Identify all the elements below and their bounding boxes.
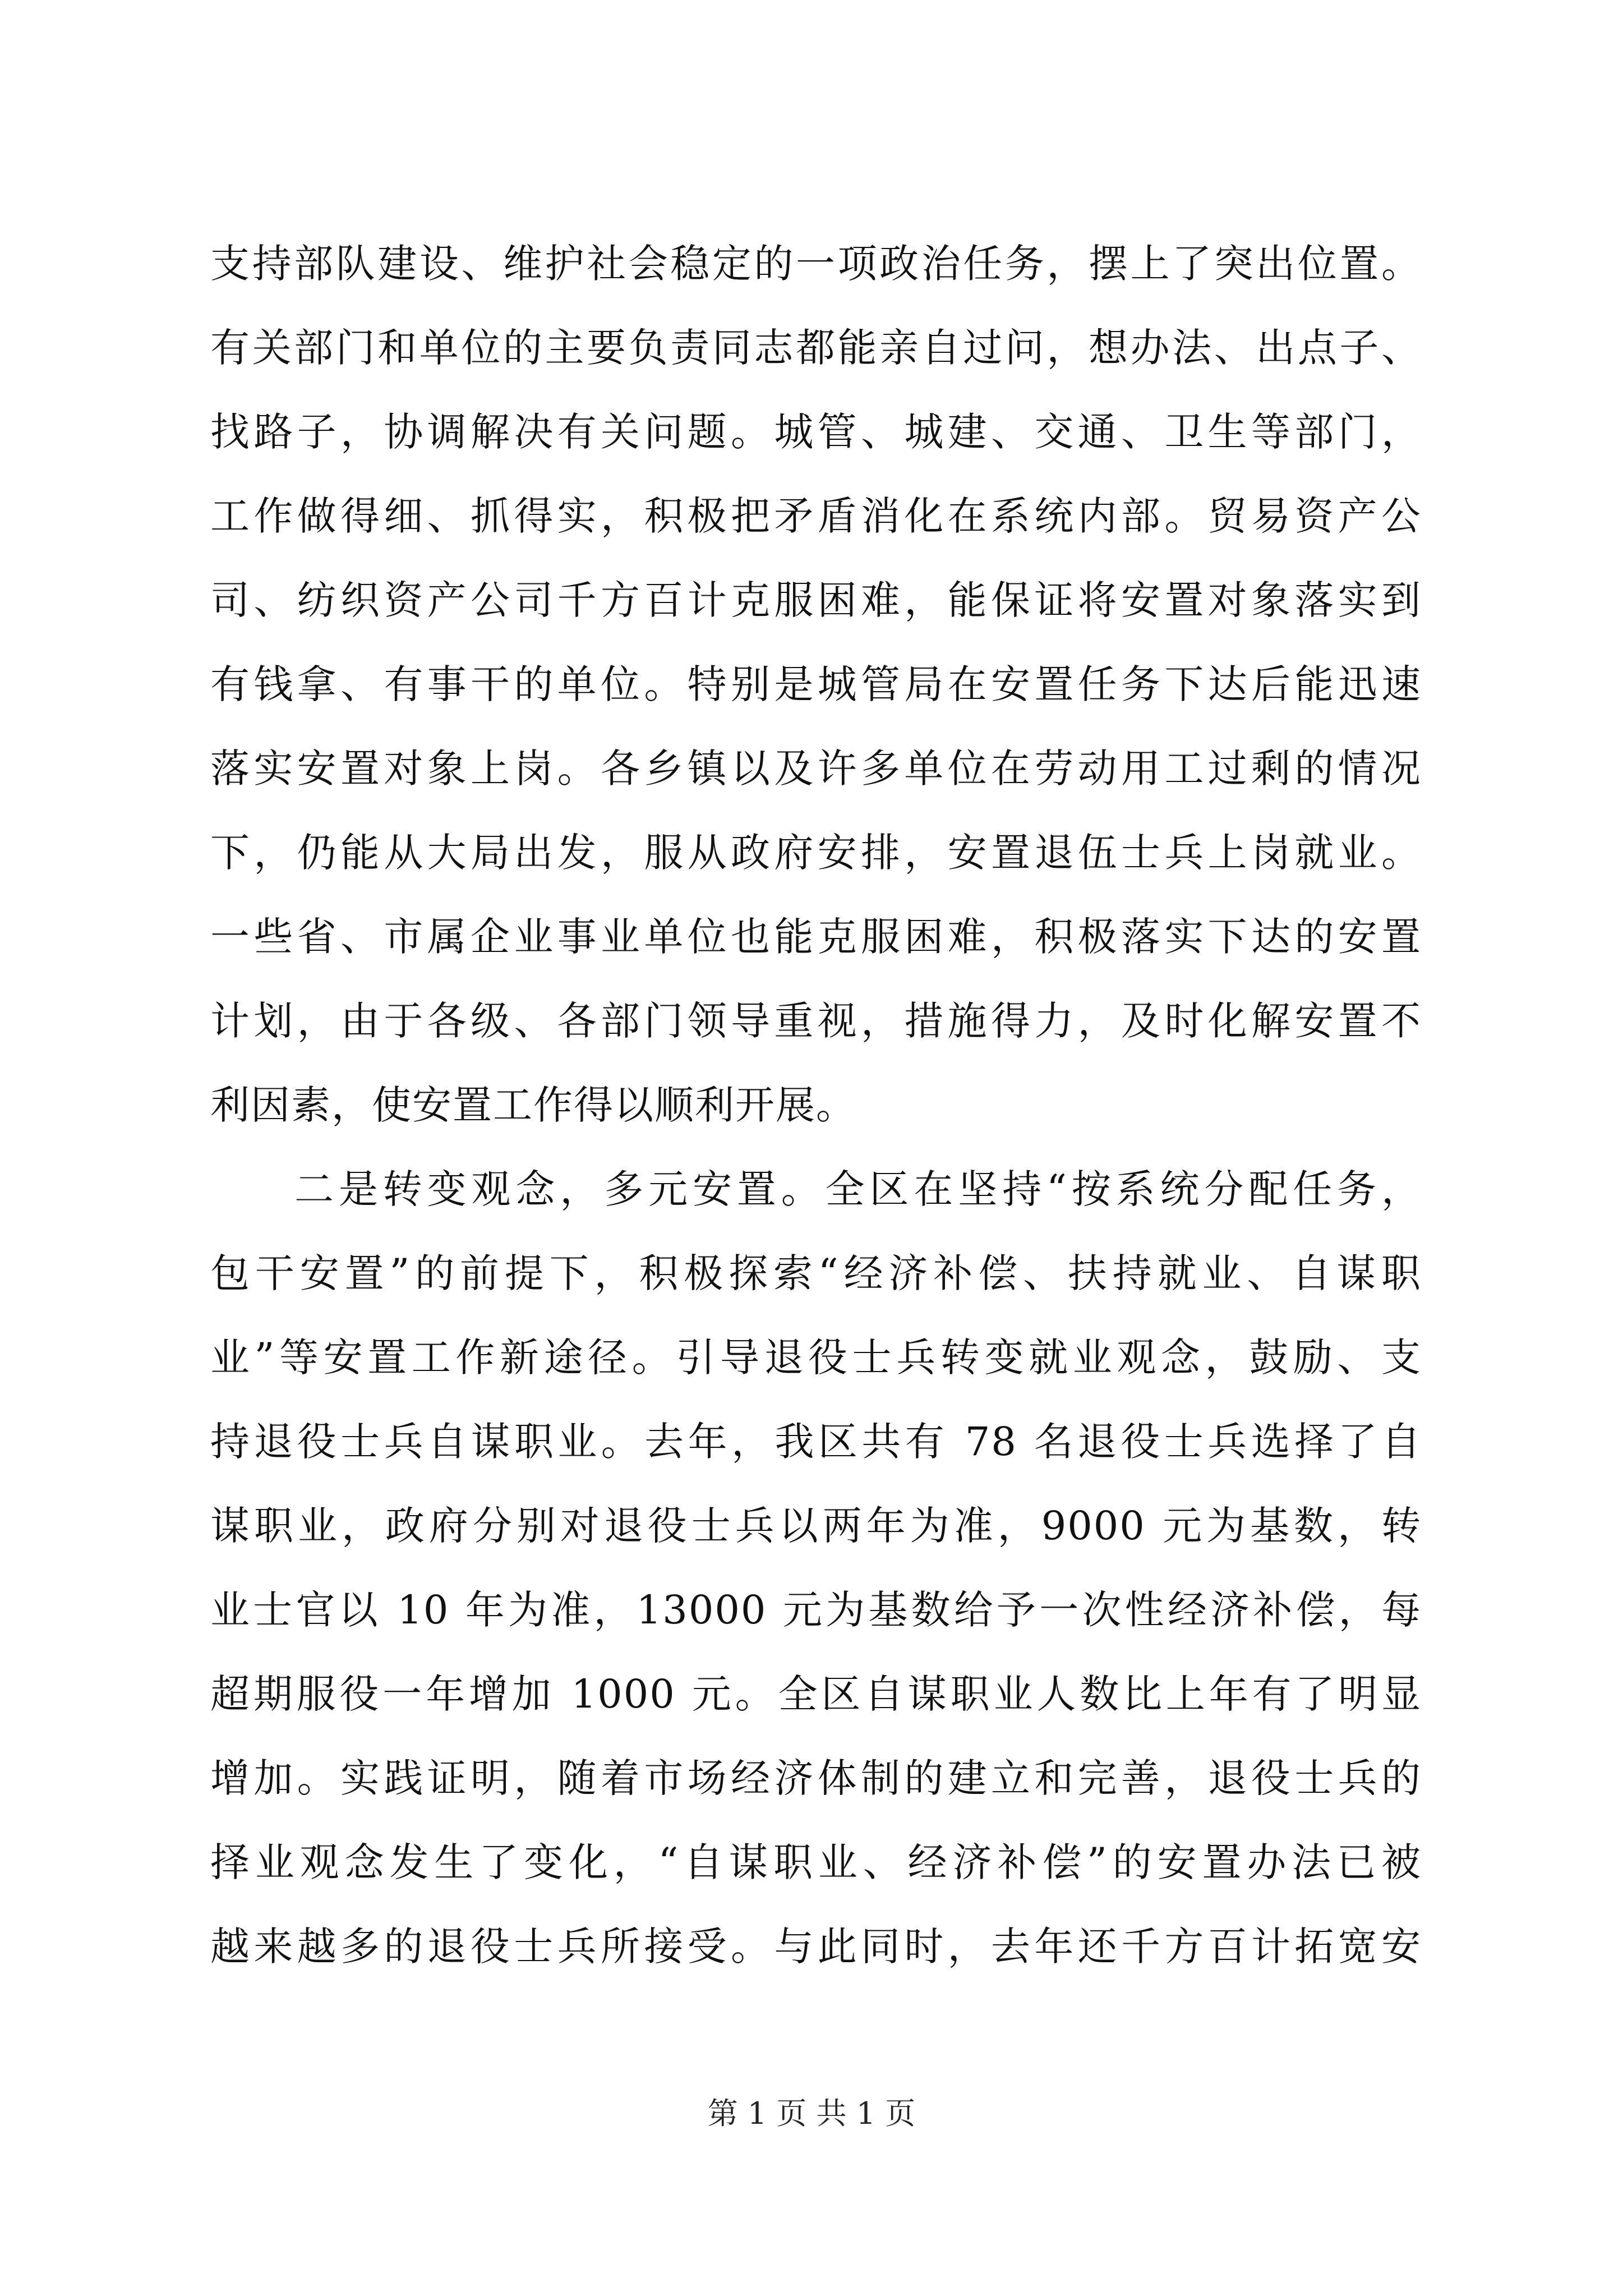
text-line: 业士官以 10 年为准，13000 元为基数给予一次性经济补偿，每: [210, 1587, 1422, 1633]
text-line: 择业观念发生了变化，“自谋职业、经济补偿”的安置办法已被: [210, 1839, 1422, 1885]
text-line: 有关部门和单位的主要负责同志都能亲自过问，想办法、出点子、: [210, 325, 1422, 371]
text-line: 业”等安置工作新途径。引导退役士兵转变就业观念，鼓励、支: [210, 1335, 1422, 1381]
text-line: 越来越多的退役士兵所接受。与此同时，去年还千方百计拓宽安: [210, 1924, 1422, 1970]
text-line: 计划，由于各级、各部门领导重视，措施得力，及时化解安置不: [210, 998, 1422, 1044]
text-line: 持退役士兵自谋职业。去年，我区共有 78 名退役士兵选择了自: [210, 1419, 1422, 1465]
text-line: 谋职业，政府分别对退役士兵以两年为准，9000 元为基数，转: [210, 1503, 1422, 1549]
text-line: 一些省、市属企业事业单位也能克服困难，积极落实下达的安置: [210, 914, 1422, 960]
text-line: 超期服役一年增加 1000 元。全区自谋职业人数比上年有了明显: [210, 1671, 1422, 1717]
page-number-footer: 第 1 页 共 1 页: [707, 2096, 916, 2131]
paragraph-start-line: 二是转变观念，多元安置。全区在坚持“按系统分配任务，: [294, 1166, 1422, 1212]
body-text: [210, 222, 1422, 1989]
text-line: 有钱拿、有事干的单位。特别是城管局在安置任务下达后能迅速: [210, 661, 1422, 707]
text-line: 落实安置对象上岗。各乡镇以及许多单位在劳动用工过剩的情况: [210, 746, 1422, 792]
text-line: 增加。实践证明，随着市场经济体制的建立和完善，退役士兵的: [210, 1755, 1422, 1801]
text-line: 利因素，使安置工作得以顺利开展。: [210, 1082, 856, 1128]
text-line: 找路子，协调解决有关问题。城管、城建、交通、卫生等部门，: [210, 409, 1422, 455]
text-line: 下，仍能从大局出发，服从政府安排，安置退伍士兵上岗就业。: [210, 830, 1422, 876]
text-line: 工作做得细、抓得实，积极把矛盾消化在系统内部。贸易资产公: [210, 493, 1422, 539]
text-line: 司、纺织资产公司千方百计克服困难，能保证将安置对象落实到: [210, 577, 1422, 623]
text-line: 包干安置”的前提下，积极探索“经济补偿、扶持就业、自谋职: [210, 1250, 1422, 1296]
text-line: 支持部队建设、维护社会稳定的一项政治任务，摆上了突出位置。: [210, 241, 1422, 287]
